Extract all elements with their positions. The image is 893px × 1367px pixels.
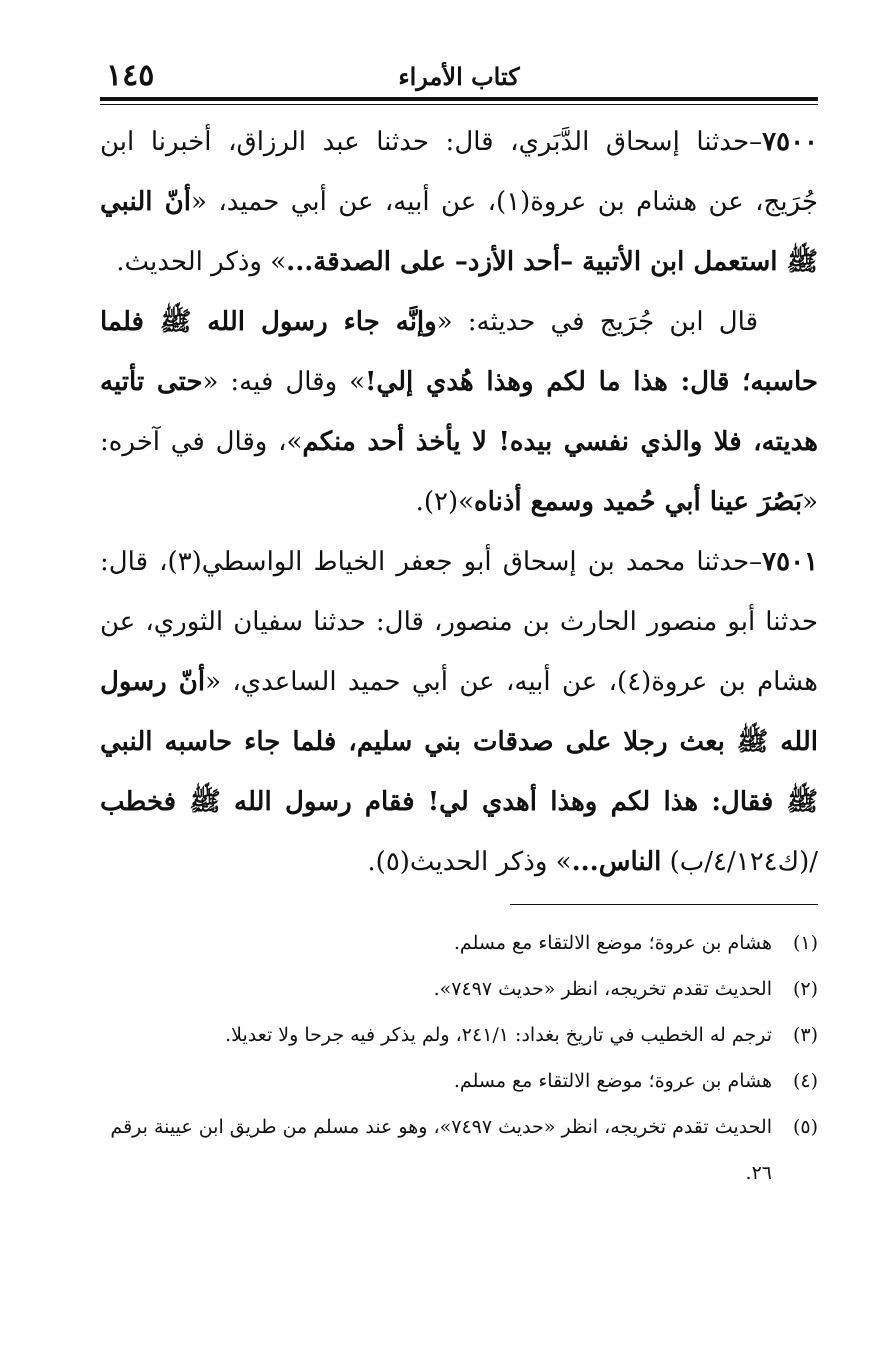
paragraph-text: –حدثنا محمد بن إسحاق أبو جعفر الخياط الواسطي(٣)، قال: حدثنا أبو منصور الحارث بن منصور، قال: حدثنا سفيان الثوري، عن هشام بن عروة(٤)، عن أبيه، عن أبي حميد الساعدي، «: [100, 547, 818, 697]
hadith-paragraph: [100, 112, 818, 292]
header-rule-thick: [100, 97, 818, 101]
footnotes: [100, 920, 818, 1196]
footnote-separator: [510, 904, 818, 905]
footnote-label: (٤): [792, 1070, 818, 1092]
main-text: [100, 112, 818, 892]
footnote-label: (٥): [792, 1116, 818, 1138]
footnote: [100, 1012, 818, 1058]
hadith-number: ٧٥٠١: [762, 547, 818, 577]
footnote-text: الحديث تقدم تخريجه، انظر «حديث ٧٤٩٧».: [433, 978, 772, 1000]
paragraph-tail: » وقال فيه: «: [202, 367, 365, 397]
hadith-bold-text: بَصُرَ عينا أبي حُميد وسمع أذناه: [474, 487, 803, 517]
hadith-bold-text: وإنَّه جاء رسول الله ﷺ فلما حاسبه؛ قال: هذا ما لكم وهذا هُدي إلي!: [100, 307, 818, 397]
hadith-bold-text: أنّ النبي ﷺ استعمل ابن الأتبية –أحد الأزد– على الصدقة...: [100, 187, 818, 277]
hadith-paragraph: [100, 292, 818, 532]
hadith-bold-text: حتى تأتيه هديته، فلا والذي نفسي بيده! لا يأخذ أحد منكم: [100, 367, 818, 457]
footnote-text: الحديث تقدم تخريجه، انظر «حديث ٧٤٩٧»، وهو عند مسلم من طريق ابن عيينة برقم ٢٦.: [110, 1116, 772, 1184]
chapter-title: كتاب الأمراء: [398, 62, 520, 91]
footnote-label: (٣): [792, 1024, 818, 1046]
paragraph-text: قال ابن جُرَيج في حديثه: «: [436, 307, 759, 337]
paragraph-tail: »، وقال في آخره: «: [100, 427, 818, 517]
header-rule-thin: [100, 104, 818, 105]
footnote-text: هشام بن عروة؛ موضع الالتقاء مع مسلم.: [453, 932, 772, 954]
footnote: [100, 1058, 818, 1104]
footnote: [100, 966, 818, 1012]
paragraph-tail: /(ك٤/١٢٤/ب): [661, 847, 818, 877]
paragraph-text: –حدثنا إسحاق الدَّبَري، قال: حدثنا عبد الرزاق، أخبرنا ابن جُرَيج، عن هشام بن عروة(١)، عن أبيه، عن أبي حميد، «: [100, 127, 818, 217]
hadith-bold-text: أنّ رسول الله ﷺ بعث رجلا على صدقات بني سليم، فلما جاء حاسبه النبي ﷺ فقال: هذا لكم وهذا أهدي لي! فقام رسول الله ﷺ فخطب: [100, 667, 818, 817]
page-header: [100, 58, 818, 96]
hadith-number: ٧٥٠٠: [762, 127, 818, 157]
paragraph-tail: » وذكر الحديث.: [116, 247, 287, 277]
footnote-text: هشام بن عروة؛ موضع الالتقاء مع مسلم.: [453, 1070, 772, 1092]
hadith-bold-text: الناس...: [571, 847, 662, 877]
footnote-label: (١): [792, 932, 818, 954]
page-number: ١٤٥: [106, 58, 155, 93]
paragraph-tail: »(٢).: [415, 487, 475, 517]
footnote-label: (٢): [792, 978, 818, 1000]
footnote: [100, 1104, 818, 1196]
hadith-paragraph: [100, 532, 818, 892]
footnote-text: ترجم له الخطيب في تاريخ بغداد: ٢٤١/١، ولم يذكر فيه جرحا ولا تعديلا.: [225, 1024, 772, 1046]
footnote: [100, 920, 818, 966]
paragraph-tail: » وذكر الحديث(٥).: [367, 847, 572, 877]
